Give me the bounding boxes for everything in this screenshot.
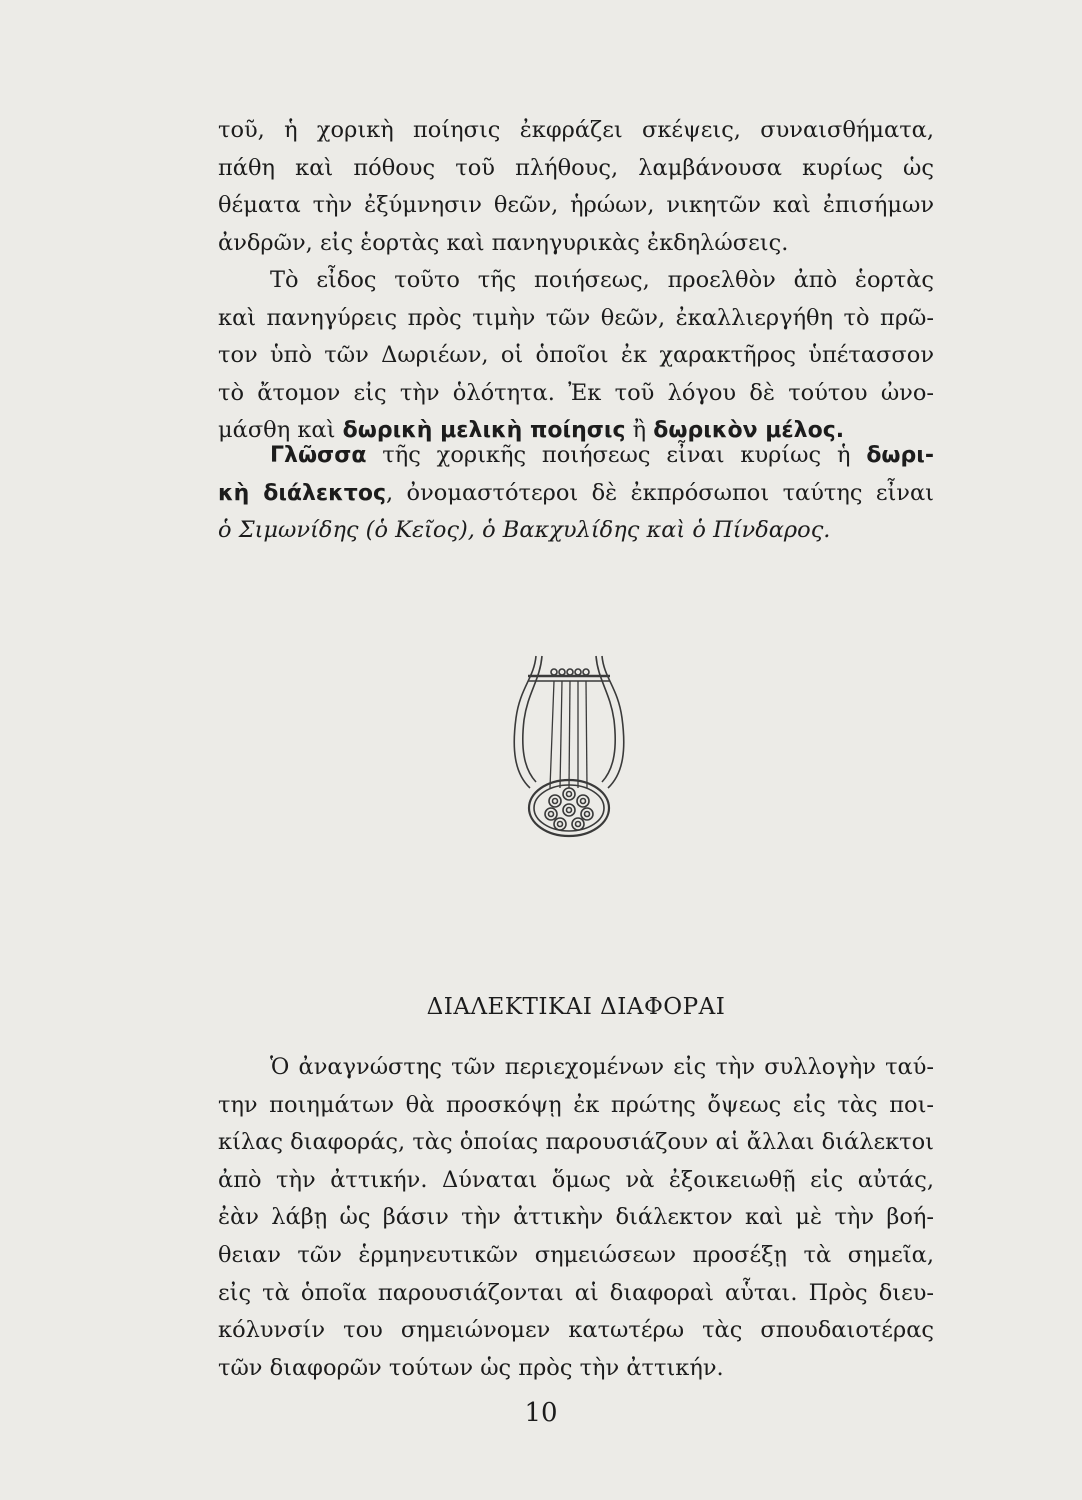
text-line: ἐὰν λάβῃ ὡς βάσιν τὴν ἀττικὴν διάλεκτον καὶ μὲ τὴν βοή- bbox=[218, 1204, 934, 1231]
text-line: κίλας διαφοράς, τὰς ὁποίας παρουσιάζουν αἱ ἄλλαι διάλεκτοι bbox=[218, 1129, 934, 1156]
text-line: καὶ πανηγύρεις πρὸς τιμὴν τῶν θεῶν, ἐκαλλιεργήθη τὸ πρῶ- bbox=[218, 304, 934, 331]
text-line: θειαν τῶν ἑρμηνευτικῶν σημειώσεων προσέξῃ τὰ σημεῖα, bbox=[218, 1241, 934, 1268]
lyre-icon bbox=[490, 648, 640, 838]
text-line: εἰς τὰ ὁποῖα παρουσιάζονται αἱ διαφοραὶ αὗται. Πρὸς διευ- bbox=[218, 1279, 934, 1306]
text-line: κόλυνσίν του σημειώνομεν κατωτέρω τὰς σπουδαιοτέρας bbox=[218, 1317, 934, 1344]
text-line: τον ὑπὸ τῶν Δωριέων, οἱ ὁποῖοι ἐκ χαρακτῆρος ὑπέτασσον bbox=[218, 342, 934, 369]
lyre-strings bbox=[550, 681, 587, 788]
paragraph-dorian-origin bbox=[218, 262, 934, 450]
lyre-rosettes bbox=[545, 788, 593, 830]
section-heading: ΔΙΑΛΕΚΤΙΚΑΙ ΔΙΑΦΟΡΑΙ bbox=[426, 994, 726, 1020]
text-line-italic: ὁ Σιμωνίδης (ὁ Κεῖος), ὁ Βακχυλίδης καὶ ὁ Πίνδαρος. bbox=[218, 517, 831, 544]
text-run: μάσθη καὶ bbox=[218, 417, 343, 444]
bold-term: δωρικὴ μελικὴ ποίησις bbox=[342, 418, 626, 444]
lyre-pegs bbox=[551, 669, 589, 675]
text-line: Τὸ εἶδος τοῦτο τῆς ποιήσεως, προελθὸν ἀπὸ ἑορτὰς bbox=[270, 267, 934, 293]
paragraph-dialect-differences bbox=[218, 1049, 934, 1387]
bold-term: Γλῶσσα bbox=[270, 443, 367, 468]
bold-term: δωρικὸν μέλος. bbox=[653, 418, 845, 444]
text-line bbox=[218, 437, 934, 475]
text-run: ἢ bbox=[625, 417, 654, 444]
paragraph-language bbox=[218, 437, 934, 550]
paragraph-choral-poetry bbox=[218, 112, 934, 262]
text-line: ἀνδρῶν, εἰς ἑορτὰς καὶ πανηγυρικὰς ἐκδηλώσεις. bbox=[218, 229, 789, 256]
text-run: τῆς χορικῆς ποιήσεως εἶναι κυρίως ἡ bbox=[366, 442, 867, 468]
bold-term: δωρι- bbox=[866, 443, 934, 468]
page-number: 10 bbox=[524, 1398, 558, 1428]
bold-term: κὴ διάλεκτος bbox=[218, 480, 386, 506]
text-line bbox=[218, 475, 934, 513]
text-line: τῶν διαφορῶν τούτων ὡς πρὸς τὴν ἀττικήν. bbox=[218, 1354, 724, 1381]
text-run: , ὀνομαστότεροι δὲ ἐκπρόσωποι ταύτης εἶναι bbox=[386, 479, 934, 506]
text-line: θέματα τὴν ἐξύμνησιν θεῶν, ἡρώων, νικητῶν καὶ ἐπισήμων bbox=[218, 192, 934, 219]
text-line: τοῦ, ἡ χορικὴ ποίησις ἐκφράζει σκέψεις, συναισθήματα, bbox=[218, 117, 934, 143]
text-line: την ποιημάτων θὰ προσκόψῃ ἐκ πρώτης ὄψεως εἰς τὰς ποι- bbox=[218, 1091, 934, 1118]
text-line: Ὁ ἀναγνώστης τῶν περιεχομένων εἰς τὴν συλλογὴν ταύ- bbox=[270, 1054, 934, 1080]
text-line: ἀπὸ τὴν ἀττικήν. Δύναται ὅμως νὰ ἐξοικειωθῇ εἰς αὐτάς, bbox=[218, 1166, 934, 1193]
text-line: τὸ ἄτομον εἰς τὴν ὁλότητα. Ἐκ τοῦ λόγου δὲ τούτου ὠνο- bbox=[218, 379, 934, 406]
text-line: πάθη καὶ πόθους τοῦ πλήθους, λαμβάνουσα κυρίως ὡς bbox=[218, 154, 934, 181]
